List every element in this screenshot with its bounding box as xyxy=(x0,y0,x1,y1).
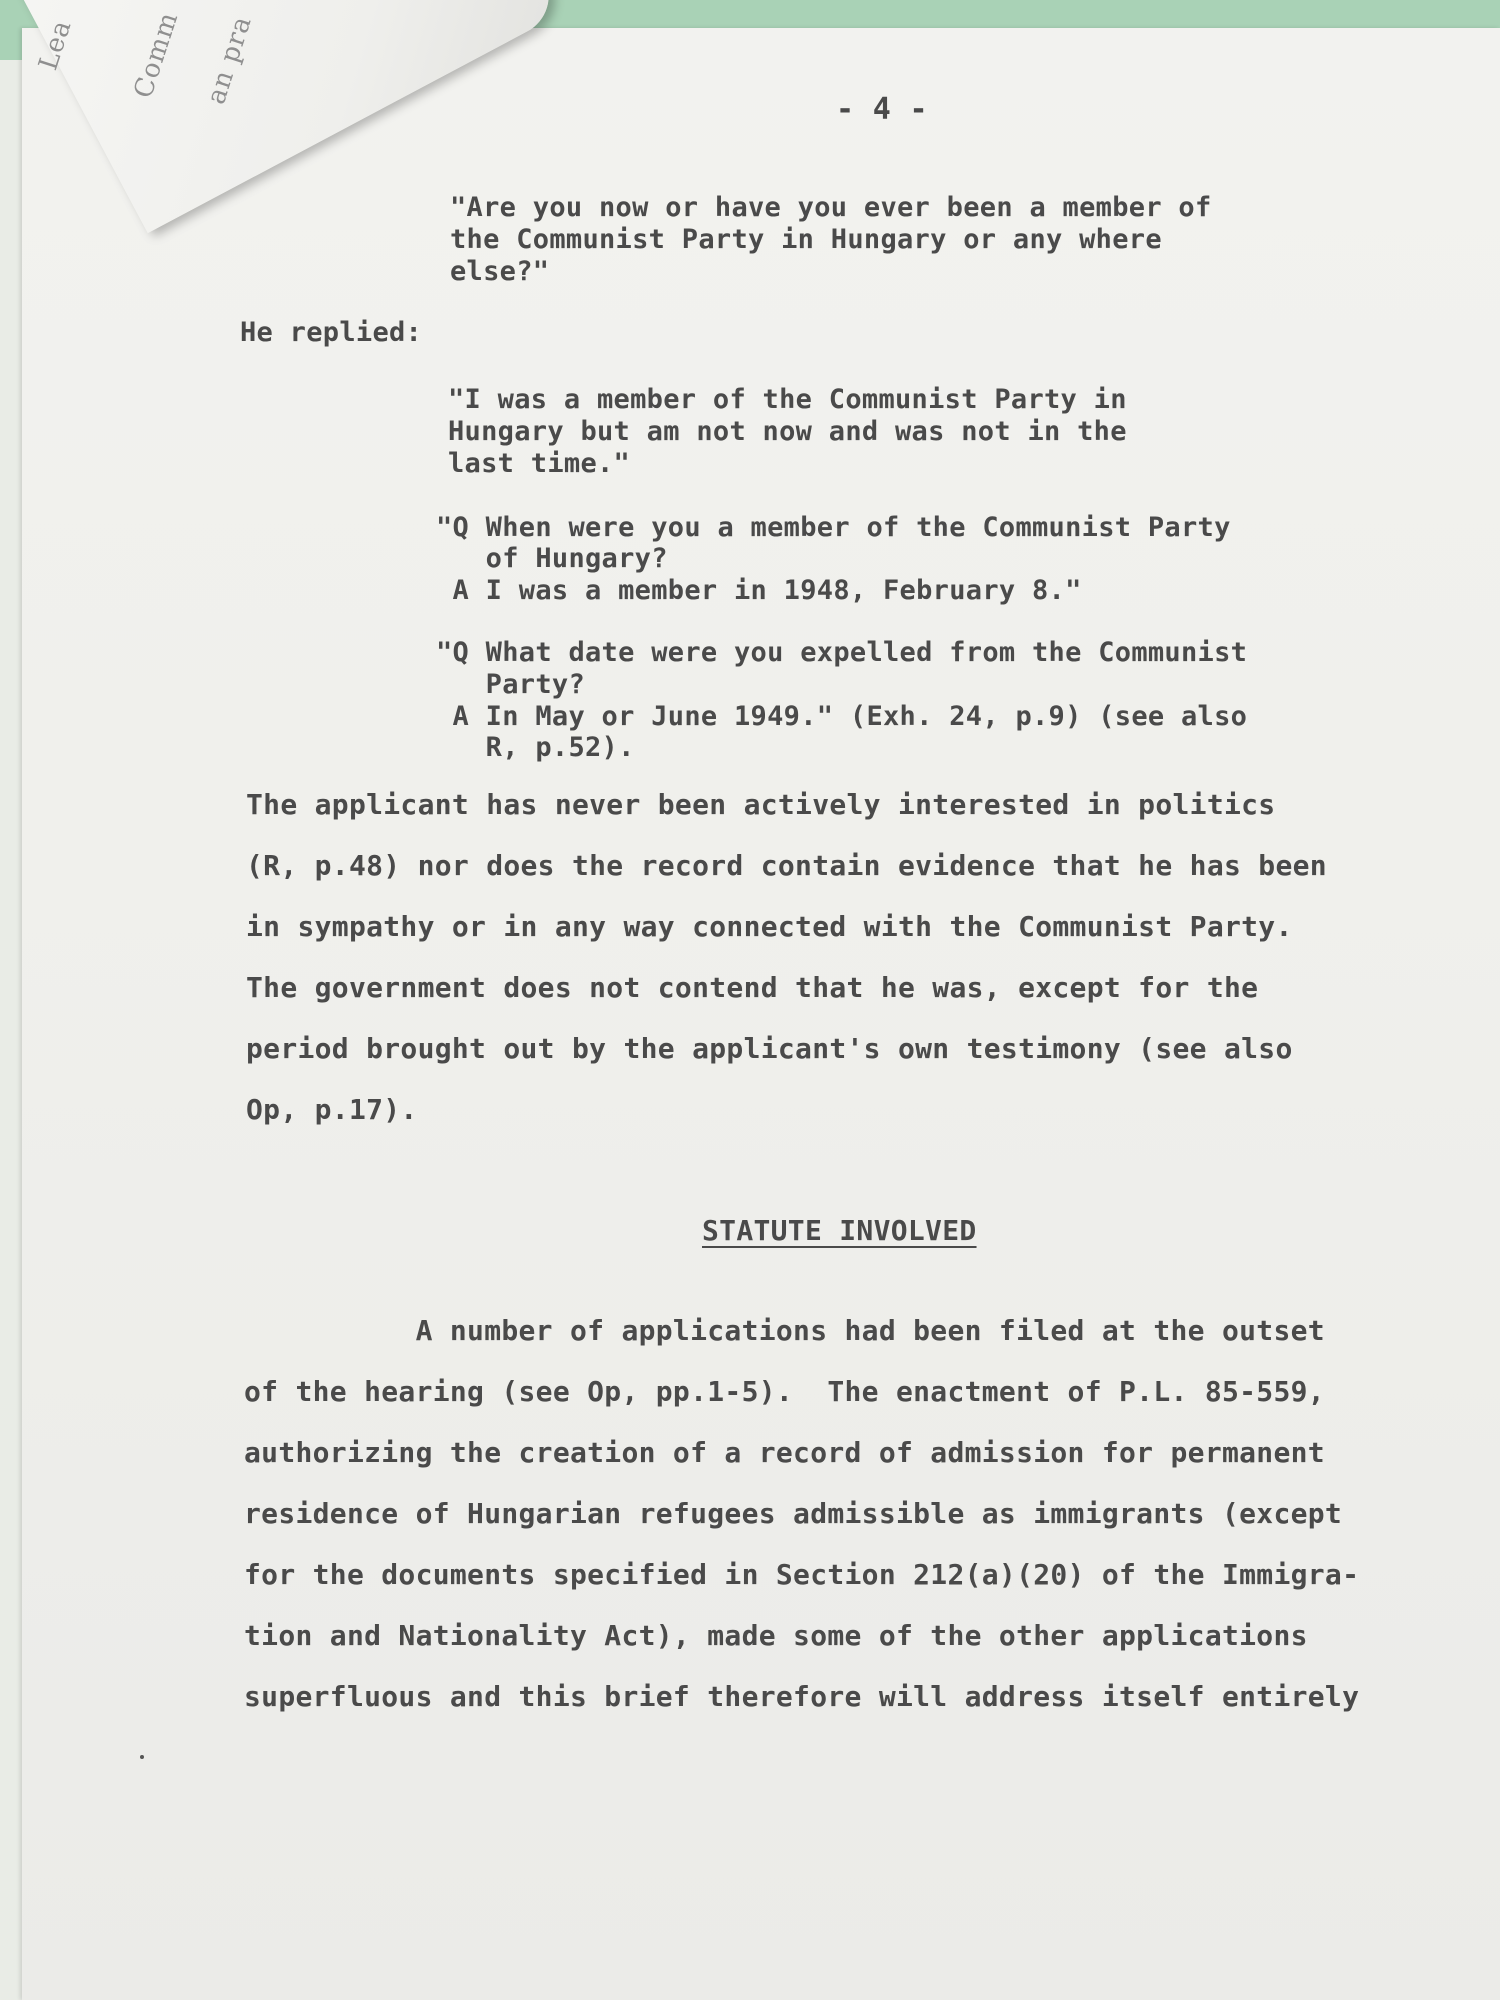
previous-page-fragment: Comm xyxy=(128,8,185,102)
ink-speck xyxy=(140,1755,144,1759)
body-line: tion and Nationality Act), made some of the other applications xyxy=(244,1619,1308,1652)
qa-line: "Q When were you a member of the Communist Party xyxy=(436,512,1231,543)
body-line: The applicant has never been actively interested in politics xyxy=(246,788,1276,821)
section-heading: STATUTE INVOLVED xyxy=(702,1214,977,1247)
body-line: Op, p.17). xyxy=(246,1093,418,1126)
qa-line: Party? xyxy=(436,669,585,700)
reply-intro: He replied: xyxy=(240,317,423,348)
qa-line: A I was a member in 1948, February 8." xyxy=(436,575,1082,606)
body-line: authorizing the creation of a record of admission for permanent xyxy=(244,1436,1325,1469)
body-line: residence of Hungarian refugees admissible as immigrants (except xyxy=(244,1497,1343,1530)
body-line: in sympathy or in any way connected with the Communist Party. xyxy=(246,910,1293,943)
previous-page-fragment: an pra xyxy=(201,12,258,108)
reply-quote-line: "I was a member of the Communist Party in xyxy=(448,384,1127,415)
body-line: of the hearing (see Op, pp.1-5). The enactment of P.L. 85-559, xyxy=(244,1375,1325,1408)
body-line: A number of applications had been filed at the outset xyxy=(244,1314,1325,1347)
body-line: The government does not contend that he was, except for the xyxy=(246,971,1259,1004)
qa-line: R, p.52). xyxy=(436,732,635,763)
body-line: for the documents specified in Section 212(a)(20) of the Immigra- xyxy=(244,1558,1360,1591)
qa-line: of Hungary? xyxy=(436,543,668,574)
reply-quote-line: last time." xyxy=(448,448,631,479)
body-line: (R, p.48) nor does the record contain evidence that he has been xyxy=(246,849,1327,882)
reply-quote-line: Hungary but am not now and was not in the xyxy=(448,416,1127,447)
body-line: period brought out by the applicant's own testimony (see also xyxy=(246,1032,1293,1065)
question-quote-line: the Communist Party in Hungary or any where xyxy=(450,224,1162,255)
page-number: - 4 - xyxy=(836,92,928,127)
question-quote-line: else?" xyxy=(450,256,550,287)
qa-line: "Q What date were you expelled from the Communist xyxy=(436,637,1248,668)
question-quote-line: "Are you now or have you ever been a member of xyxy=(450,192,1212,223)
qa-line: A In May or June 1949." (Exh. 24, p.9) (see also xyxy=(436,701,1248,732)
previous-page-fragment: Lea xyxy=(33,16,78,74)
body-line: superfluous and this brief therefore will address itself entirely xyxy=(244,1680,1360,1713)
